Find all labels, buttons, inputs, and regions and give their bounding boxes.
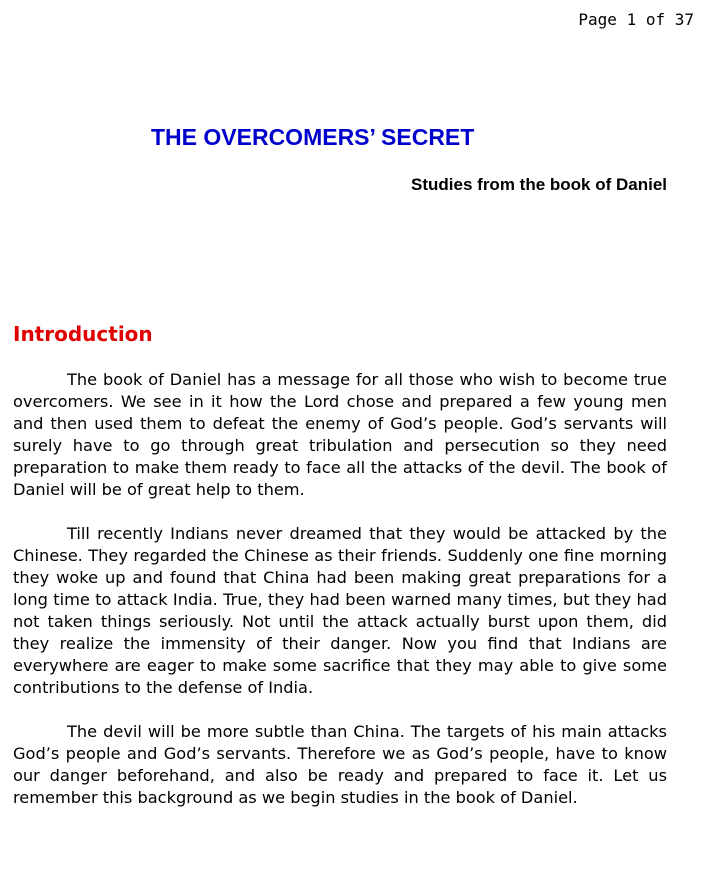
document-title: THE OVERCOMERS’ SECRET bbox=[151, 124, 475, 150]
section-heading-introduction: Introduction bbox=[13, 322, 153, 346]
paragraph-2: Till recently Indians never dreamed that they would be attacked by the Chinese. They regarded the Chinese as their friends. Suddenly one fine morning they woke up and found that China had been making great preparations for a long time to attack India. True, they had been warned many times, but they had not taken things seriously. Not until the attack actually burst upon them, did they realize the immensity of their danger. Now you find that Indians are everywhere are eager to make some sacrifice that they may able to give some contributions to the defense of India. bbox=[13, 524, 667, 697]
page-number: Page 1 of 37 bbox=[578, 10, 694, 29]
paragraph-1: The book of Daniel has a message for all those who wish to become true overcomers. We see in it how the Lord chose and prepared a few young men and then used them to defeat the enemy of God’s people. God’s servants will surely have to go through great tribulation and persecution so they need preparation to make them ready to face all the attacks of the devil. The book of Daniel will be of great help to them. bbox=[13, 370, 667, 499]
paragraph-3: The devil will be more subtle than China. The targets of his main attacks God’s people and God’s servants. Therefore we as God’s people, have to know our danger beforehand, and also be ready and prepared to face it. Let us remember this background as we begin studies in the book of Daniel. bbox=[13, 722, 667, 807]
body-text bbox=[13, 369, 667, 831]
document-subtitle: Studies from the book of Daniel bbox=[411, 175, 667, 194]
